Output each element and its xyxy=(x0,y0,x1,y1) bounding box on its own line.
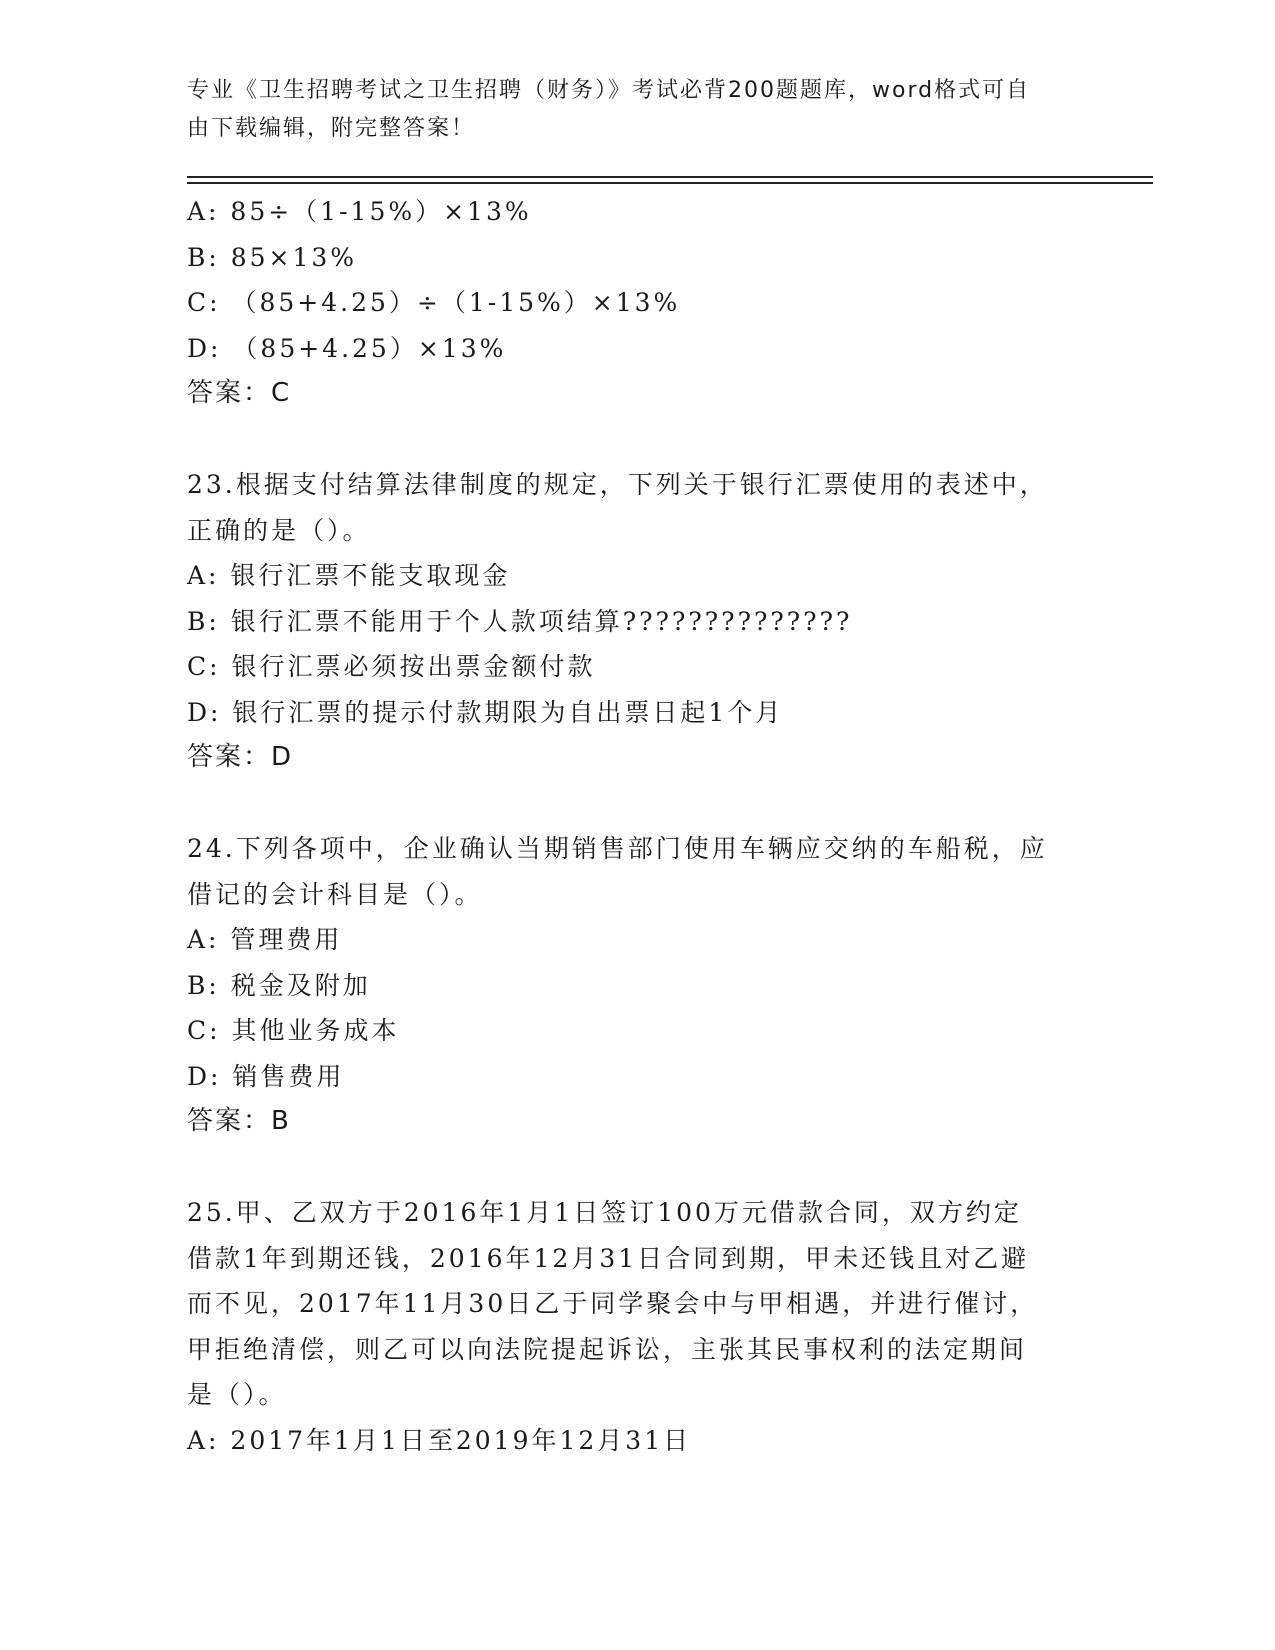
option-d: D: 银行汇票的提示付款期限为自出票日起1个月 xyxy=(187,697,784,727)
option-c: C: 银行汇票必须按出票金额付款 xyxy=(187,652,596,681)
question-text-line-1: 25.甲、乙双方于2016年1月1日签订100万元借款合同，双方约定 xyxy=(187,1198,1022,1227)
answer-line: 答案：D xyxy=(187,742,294,772)
option-a: A: 2017年1月1日至2019年12月31日 xyxy=(187,1425,692,1455)
answer-line: 答案：B xyxy=(187,1106,291,1136)
spacer xyxy=(187,781,1087,827)
option-c: C: 其他业务成本 xyxy=(187,1016,400,1045)
option-a: A: 85÷（1-15%）×13% xyxy=(187,197,532,226)
question-text-line-5: 是（）。 xyxy=(187,1380,287,1409)
option-b: B: 银行汇票不能用于个人款项结算?????????????? xyxy=(187,606,853,636)
question-list xyxy=(187,189,1087,1463)
header-divider-bottom xyxy=(187,182,1153,184)
question-text-line-1: 24.下列各项中，企业确认当期销售部门使用车辆应交纳的车船税，应 xyxy=(187,834,1048,863)
answer-line: 答案：C xyxy=(187,378,292,408)
spacer xyxy=(187,1145,1087,1191)
option-d: D: 销售费用 xyxy=(187,1061,345,1091)
question-25 xyxy=(187,1190,1087,1463)
option-b: B: 税金及附加 xyxy=(187,970,371,1000)
question-text-line-3: 而不见，2017年11月30日乙于同学聚会中与甲相遇，并进行催讨， xyxy=(187,1289,1039,1318)
question-22 xyxy=(187,189,1087,417)
option-b: B: 85×13% xyxy=(187,242,358,272)
option-a: A: 银行汇票不能支取现金 xyxy=(187,561,511,590)
spacer xyxy=(187,417,1087,463)
question-text-line-1: 23.根据支付结算法律制度的规定，下列关于银行汇票使用的表述中， xyxy=(187,470,1048,499)
header-line-2: 由下载编辑，附完整答案！ xyxy=(187,116,476,141)
question-text-line-2: 正确的是（）。 xyxy=(187,515,371,545)
question-text-line-4: 甲拒绝清偿，则乙可以向法院提起诉讼，主张其民事权利的法定期间 xyxy=(187,1334,1028,1364)
question-23 xyxy=(187,462,1087,781)
document-header xyxy=(187,72,1087,148)
option-d: D: （85+4.25）×13% xyxy=(187,333,507,363)
header-line-1: 专业《卫生招聘考试之卫生招聘（财务）》考试必背200题题库，word格式可自 xyxy=(187,78,1031,103)
question-24 xyxy=(187,826,1087,1145)
question-text-line-2: 借款1年到期还钱，2016年12月31日合同到期，甲未还钱且对乙避 xyxy=(187,1243,1030,1273)
question-text-line-2: 借记的会计科目是（）。 xyxy=(187,879,483,909)
option-a: A: 管理费用 xyxy=(187,925,343,954)
header-divider-top xyxy=(187,176,1153,178)
option-c: C: （85+4.25）÷（1-15%）×13% xyxy=(187,288,681,317)
